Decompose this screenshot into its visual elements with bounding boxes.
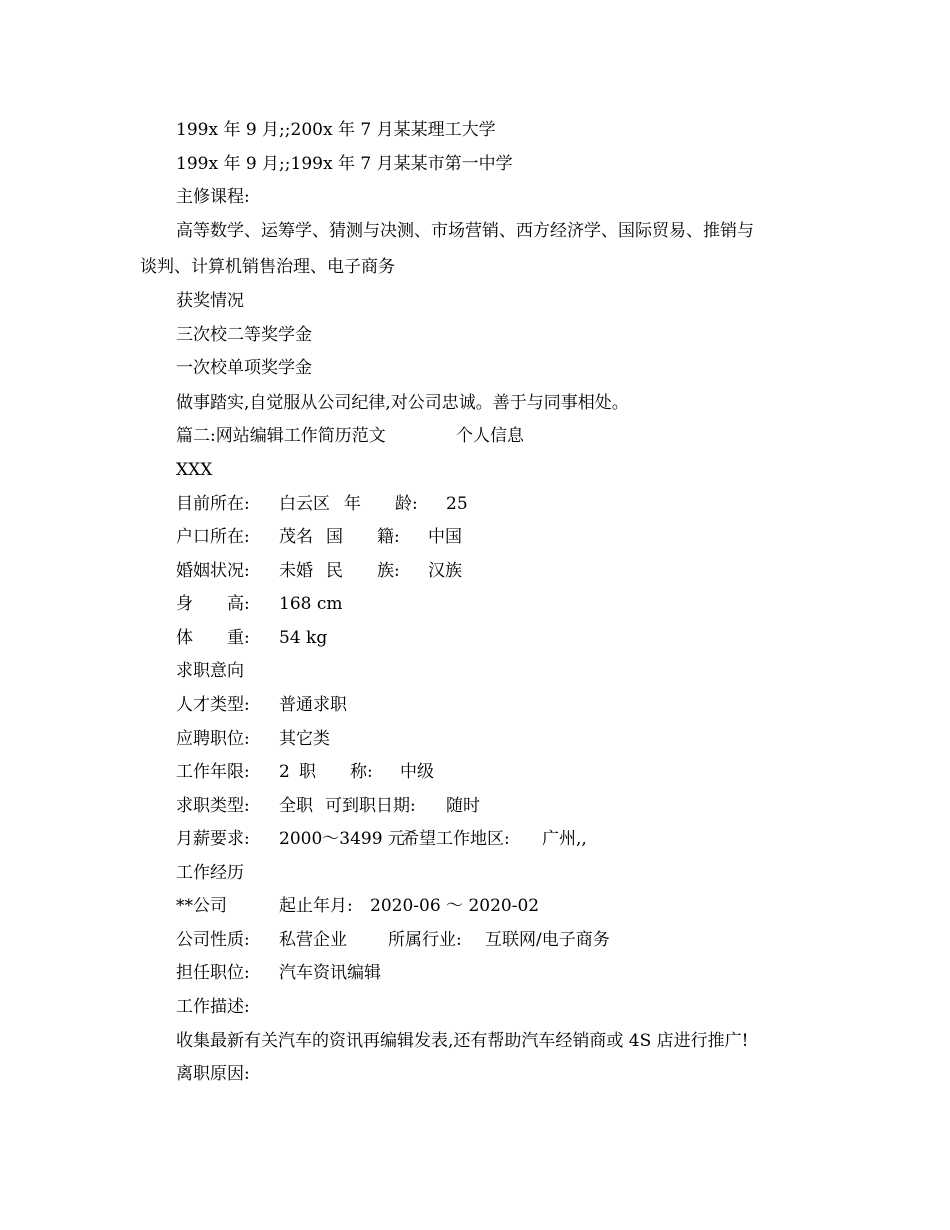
education-entry-university: 199x 年 9 月;;200x 年 7 月某某理工大学 — [176, 120, 496, 140]
industry-value: 互联网/电子商务 — [485, 930, 610, 950]
work-description-label: 工作描述: — [176, 997, 250, 1017]
weight-value: 54 kg — [279, 628, 328, 648]
section-subtitle: 个人信息 — [456, 426, 524, 446]
location-value: 白云区 — [279, 494, 330, 514]
marital-value: 未婚 — [279, 561, 313, 581]
hukou-label: 户口所在: — [176, 527, 250, 547]
courses-list-line1: 高等数学、运筹学、猜测与决测、市场营销、西方经济学、国际贸易、推销与 — [176, 221, 754, 241]
work-area-value: 广州,, — [542, 829, 587, 849]
position-label: 应聘职位: — [176, 729, 250, 749]
ethnicity-label: 民 族: — [326, 561, 400, 581]
jobtype-label: 求职类型: — [176, 796, 250, 816]
award-item: 三次校二等奖学金 — [176, 325, 312, 345]
ethnicity-value: 汉族 — [428, 561, 462, 581]
company-name: **公司 — [176, 896, 227, 916]
height-value: 168 cm — [279, 594, 343, 614]
courses-list-line2: 谈判、计算机销售治理、电子商务 — [140, 257, 395, 277]
jobtype-value: 全职 — [279, 796, 313, 816]
nationality-value: 中国 — [428, 527, 462, 547]
role-label: 担任职位: — [176, 963, 250, 983]
courses-heading: 主修课程: — [176, 187, 250, 207]
salary-label: 月薪要求: — [176, 829, 250, 849]
years-label: 工作年限: — [176, 762, 250, 782]
position-value: 其它类 — [279, 729, 330, 749]
section-title: 篇二:网站编辑工作简历范文 — [176, 426, 386, 446]
years-value: 2 — [279, 762, 290, 782]
period-label: 起止年月: — [279, 896, 353, 916]
work-area-label: 希望工作地区: — [402, 829, 510, 849]
role-value: 汽车资讯编辑 — [279, 963, 381, 983]
candidate-name: XXX — [176, 460, 213, 480]
weight-label: 体 重: — [176, 628, 250, 648]
talent-label: 人才类型: — [176, 695, 250, 715]
intent-heading: 求职意向 — [176, 661, 244, 681]
work-heading: 工作经历 — [176, 863, 244, 883]
job-title-value: 中级 — [400, 762, 434, 782]
location-label: 目前所在: — [176, 494, 250, 514]
period-value: 2020-06 ～ 2020-02 — [370, 896, 540, 916]
self-evaluation: 做事踏实,自觉服从公司纪律,对公司忠诚。善于与同事相处。 — [176, 393, 629, 413]
start-date-label: 可到职日期: — [325, 796, 416, 816]
hukou-value: 茂名 — [279, 527, 313, 547]
industry-label: 所属行业: — [388, 930, 462, 950]
award-item: 一次校单项奖学金 — [176, 358, 312, 378]
company-nature-value: 私营企业 — [279, 930, 347, 950]
awards-heading: 获奖情况 — [176, 291, 244, 311]
company-nature-label: 公司性质: — [176, 930, 250, 950]
age-value: 25 — [446, 494, 468, 514]
marital-label: 婚姻状况: — [176, 561, 250, 581]
nationality-label: 国 籍: — [326, 527, 400, 547]
age-label: 年 龄: — [344, 494, 418, 514]
start-date-value: 随时 — [446, 796, 480, 816]
work-description-text: 收集最新有关汽车的资讯再编辑发表,还有帮助汽车经销商或 4S 店进行推广! — [176, 1031, 749, 1051]
leave-reason-label: 离职原因: — [176, 1064, 250, 1084]
height-label: 身 高: — [176, 594, 250, 614]
education-entry-highschool: 199x 年 9 月;;199x 年 7 月某某市第一中学 — [176, 154, 513, 174]
job-title-label: 职 称: — [299, 762, 373, 782]
talent-value: 普通求职 — [279, 695, 347, 715]
salary-value: 2000～3499 元 — [279, 829, 405, 849]
